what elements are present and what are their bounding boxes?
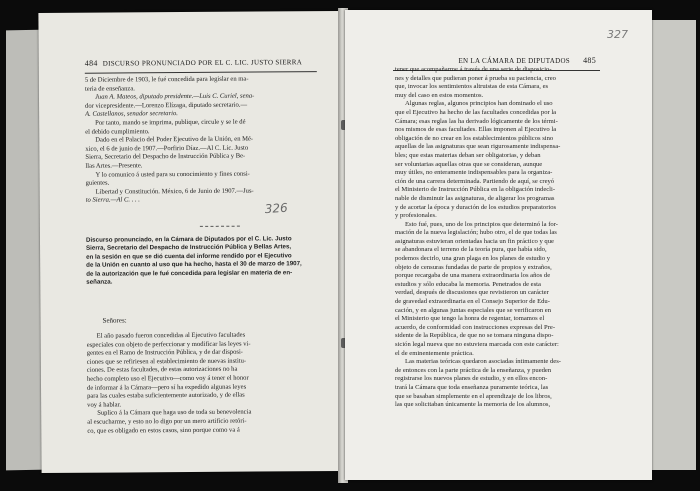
text-line: tener que acompañarme á través de una serie de disposicio-: [395, 66, 552, 73]
text-line: objeto de censuras fundadas de parte de propios y extraños,: [395, 263, 552, 271]
right-running-head: EN LA CÁMARA DE DIPUTADOS: [458, 57, 570, 65]
text-line: Algunas reglas, algunos principios han dominado el uso: [405, 100, 553, 108]
text-line: ser voluntarias aquellas otras que se consideran, aunque: [395, 160, 543, 168]
text-line: acuerdo, de conformidad con instrucciones expresas del Pre-: [395, 323, 556, 331]
text-line: Libertad y Constitución. México, 6 de Junio de 1907.—Jus-: [95, 187, 254, 196]
text-line: nos mismos de esas facultades. Ellas imponen al Ejecutivo la: [395, 126, 557, 134]
text-line: muy útiles, no enteramente indispensables para la organiza-: [395, 169, 553, 177]
text-line: nes y detalles que pudieran poner á prueba su paciencia, creo: [395, 74, 556, 82]
text-line: nable de disminuir las asignaturas, de aligerar los programas: [395, 194, 555, 202]
notice-line: Discurso pronunciado, en la Cámara de Diputados por el C. Lic. Justo: [85, 235, 292, 244]
text-line: registrarse los nuevos planes de estudio, y en ellos encon-: [395, 375, 548, 383]
text-line: co, que es obligado en estos casos, sino porque como va á: [87, 426, 240, 435]
text-line: hecho completo uso el Ejecutivo—como voy á tener el honor: [86, 374, 249, 383]
text-line: El año pasado fueron concedidas al Ejecutivo facultades: [96, 331, 246, 340]
left-text-block-bottom: [87, 331, 320, 436]
text-line: trará la Cámara que toda enseñanza puramente teórica, las: [395, 383, 549, 391]
text-line: verdad, después de discusiones que revistieron un carácter: [395, 289, 549, 297]
text-line: bles; que estas materias deban ser obligatorias, y deban: [395, 151, 541, 159]
left-page: [38, 11, 341, 473]
text-line: dor vicepresidente.—Lorenzo Elízaga, diputado secretario.—: [85, 101, 248, 110]
text-line: se abandonara el terreno de la teoría pura, que había sido,: [395, 246, 547, 254]
text-line: de entonces con la parte práctica de la enseñanza, y pueden: [395, 366, 552, 374]
speech-notice: [86, 235, 321, 287]
pencil-page-mark: 327: [607, 28, 628, 41]
text-line: ción de una carrera determinada. Partiendo de aquí, se creyó: [395, 177, 555, 185]
text-line: asignaturas estuvieran orientadas hacia un fin práctico y que: [395, 237, 554, 245]
text-line: Cámara; esas reglas las ha derivado lógicamente de los térmi-: [395, 117, 558, 125]
text-line: cación, y en algunas juntas especiales que se verificaron en: [395, 306, 551, 314]
text-line: gentes en el Ramo de Instrucción Pública, y de dar disposi-: [86, 348, 243, 357]
notice-line: señanza.: [86, 278, 113, 286]
left-text-block-top: [85, 75, 318, 206]
text-line: el debido cumplimiento.: [85, 127, 150, 136]
text-line: llas Artes.—Presente.: [85, 162, 143, 170]
text-line: mación de la nueva legislación; hubo otro, el de que todas las: [395, 229, 557, 237]
notice-line: de la Unión en cuanto al uso que ha hecho, hasta el 30 de marzo de 1907,: [86, 260, 302, 269]
text-line: que el Ejecutivo ha hecho de las facultades concedidas por la: [395, 108, 557, 116]
pencil-page-mark: 326: [264, 200, 289, 217]
text-line: podemos decirlo, una gran plaga en los planes de estudio y: [395, 255, 551, 263]
text-line: para las cuales estaba suficientemente autorizado, y de ellas: [87, 391, 245, 400]
text-line: sición legal nueva que no estuviera marcada con este carácter:: [395, 341, 559, 348]
right-text-block: [395, 66, 645, 410]
text-line: Las materias teóricas quedaron asociadas íntimamente des-: [405, 358, 561, 366]
text-line: Por tanto, mando se imprima, publique, circule y se le dé: [95, 118, 246, 127]
salutation: Señores:: [102, 316, 127, 325]
text-line: de gravedad extraordinaria en el Consejo Superior de Edu-: [395, 298, 550, 306]
text-line: de informar á la Cámara—pero sí ha expedido algunas leyes: [86, 383, 247, 392]
text-line: teria de enseñanza.: [84, 84, 135, 93]
text-line: el Ministerio de Instrucción Pública en la obligación indecli-: [395, 186, 556, 194]
notice-line: Sierra, Secretario del Despacho de Instrucción Pública y Bellas Artes,: [86, 243, 292, 253]
text-line: que se basaban simplemente en el aprendizaje de los libros,: [395, 392, 552, 400]
text-line: Esto fué, pues, uno de los principios que determinó la for-: [405, 220, 558, 228]
text-line: to Sierra.—Al C. . . .: [85, 196, 140, 205]
text-line: las que solicitaban únicamente la memoria de los alumnos,: [395, 401, 551, 409]
text-line: voy á hablar.: [87, 401, 122, 409]
left-page-number: 484: [84, 58, 98, 68]
text-line: estudios y sólo educaba la memoria. Penetrados de esta: [395, 280, 541, 288]
text-line: Suplico á la Cámara que haga uso de toda su benevolencia: [97, 408, 252, 417]
text-line: obligación de no crear en los establecimientos públicos sino: [395, 134, 554, 142]
text-line: muy del caso en estos momentos.: [395, 91, 484, 99]
notice-line: de la autorización que le fué concedida para legislar en materia de en-: [86, 268, 293, 278]
text-line: Juan A. Mateos, diputado presidente.—Luis C. Curiel, sena-: [94, 92, 255, 101]
text-line: aquellas de las asignaturas que sean rigurosamente indispensa-: [395, 143, 561, 151]
text-line: porque recargaba de una manera extraordinaria los años de: [395, 272, 551, 280]
text-line: el Ministerio que tengo la honra de regentar, tomamos el: [395, 315, 545, 323]
text-line: ciones. De estas facultades, de estas autorizaciones no ha: [86, 366, 238, 375]
text-line: guientes.: [85, 179, 110, 187]
text-line: ciones que se refiriesen al establecimiento de nuevas institu-: [86, 357, 247, 366]
text-line: y profesionales.: [395, 212, 437, 220]
text-line: Y lo comunico á usted para su conocimiento y fines consi-: [95, 170, 250, 179]
section-divider: [200, 226, 240, 227]
right-page-number: 485: [583, 56, 596, 65]
text-line: xico, el 6 de junio de 1907.—Porfirio Díaz.—Al C. Lic. Justo: [85, 144, 249, 153]
text-line: A. Castellanos, senador secretario.: [85, 110, 178, 119]
header-rule: [85, 71, 317, 74]
text-line: al escucharme, y esto no lo digo por un mero artificio retóri-: [87, 417, 247, 426]
text-line: Dado en el Palacio del Poder Ejecutivo de la Unión, en Mé-: [95, 135, 254, 144]
text-line: Sierra, Secretario del Despacho de Instrucción Pública y Be-: [85, 152, 246, 162]
text-line: sidente de la República, de que no se tomara ninguna dispo-: [395, 332, 554, 340]
left-running-head: DISCURSO PRONUNCIADO POR EL C. LIC. JUSTO SIERRA: [102, 58, 303, 68]
book-edge-right: [646, 20, 696, 470]
text-line: especiales con objeto de perfeccionar y modificar las leyes vi-: [86, 340, 251, 349]
text-line: 5 de Diciembre de 1903, le fué concedida para legislar en ma-: [84, 75, 249, 84]
text-line: y de acortar la época y duración de los estudios preparatorios: [395, 203, 557, 211]
text-line: que, invocar los sentimientos altruistas de esta Cámara, es: [395, 83, 549, 91]
notice-line: en la sesión en que se dió cuenta del informe rendido por el Ejecutivo: [86, 252, 292, 261]
text-line: el de eminentemente práctica.: [395, 349, 474, 357]
right-page: [345, 10, 652, 480]
